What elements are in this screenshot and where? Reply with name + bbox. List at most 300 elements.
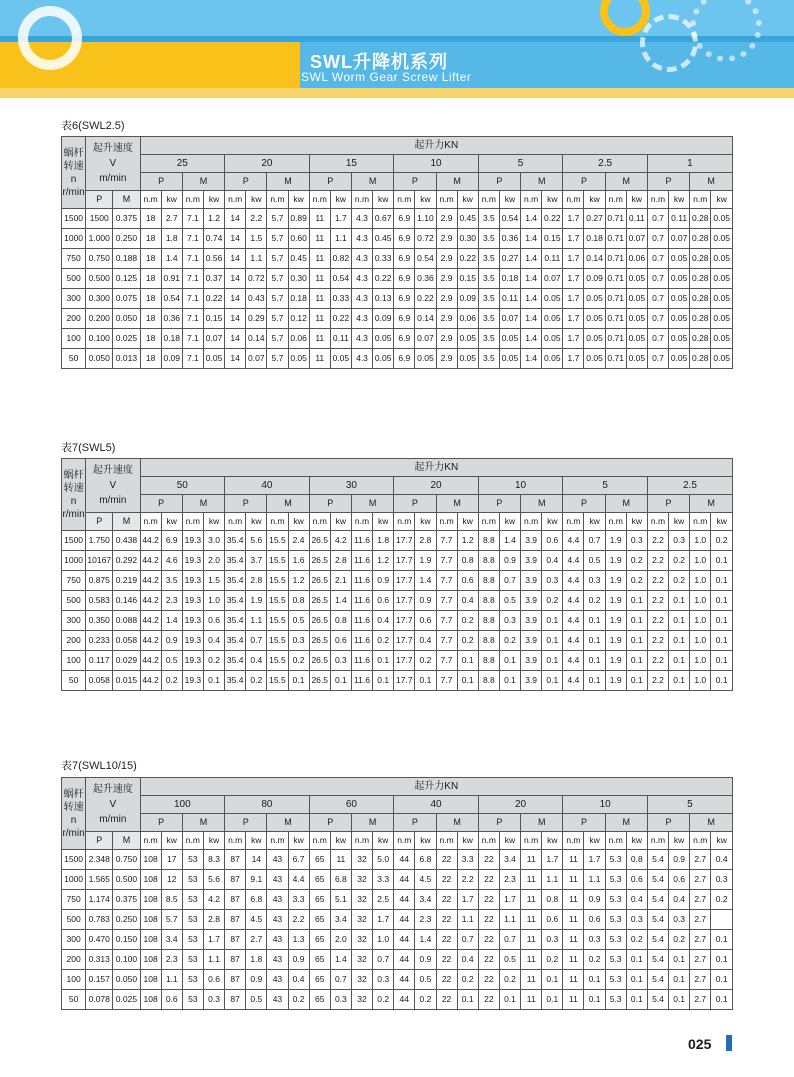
m-header: M	[521, 173, 563, 191]
p-speed-header: P	[86, 832, 113, 850]
table-cell: 1.9	[605, 551, 626, 571]
load-header: 100	[140, 796, 225, 814]
table-cell: 0.07	[246, 349, 267, 369]
m-header: M	[182, 173, 224, 191]
table-cell: 5.7	[267, 209, 288, 229]
table-cell: 0.05	[584, 289, 605, 309]
kw-unit: kw	[669, 191, 690, 209]
table-cell: 0.2	[288, 990, 309, 1010]
table-cell: 3.5	[478, 289, 499, 309]
table-cell: 3.4	[415, 890, 436, 910]
table-cell: 0.22	[415, 289, 436, 309]
table-cell: 11.6	[351, 631, 372, 651]
table-cell: 0.1	[584, 671, 605, 691]
table-cell: 43	[267, 950, 288, 970]
nm-unit: n.m	[394, 832, 415, 850]
table-cell: 2.7	[161, 209, 182, 229]
table-cell: 0.9	[373, 571, 394, 591]
table-cell: 3.5	[478, 209, 499, 229]
nm-unit: n.m	[521, 832, 542, 850]
load-header: 30	[309, 477, 394, 495]
rpm-cell: 750	[62, 890, 86, 910]
table-cell: 14	[225, 269, 246, 289]
table-cell: 2.7	[690, 970, 711, 990]
table-cell: 0.4	[669, 890, 690, 910]
table-cell: 0.05	[288, 349, 309, 369]
table-cell: 0.088	[113, 611, 140, 631]
table-cell: 0.71	[605, 289, 626, 309]
table-cell: 0.11	[330, 329, 351, 349]
table-cell: 1.7	[457, 890, 478, 910]
table-row	[62, 611, 733, 631]
table-cell: 2.7	[690, 930, 711, 950]
table-cell: 11	[563, 930, 584, 950]
table-cell: 0.28	[690, 249, 711, 269]
table-cell: 5.3	[605, 950, 626, 970]
table-cell: 0.71	[605, 329, 626, 349]
table-cell: 0.2	[626, 571, 647, 591]
rpm-cell: 500	[62, 269, 86, 289]
worm-label: 蜗杆	[63, 788, 84, 800]
table-cell: 11	[330, 850, 351, 870]
mmin-label: m/min	[99, 173, 127, 184]
table-cell: 0.71	[605, 209, 626, 229]
table-cell: 0.2	[457, 970, 478, 990]
table-cell: 0.33	[373, 249, 394, 269]
load-header: 5	[563, 477, 648, 495]
load-header: 20	[394, 477, 479, 495]
table-cell: 0.7	[647, 229, 668, 249]
lift-force-header: 起升力KN	[140, 459, 732, 477]
table-cell: 0.6	[330, 631, 351, 651]
table-cell: 1.1	[457, 910, 478, 930]
table-cell: 1.750	[86, 531, 113, 551]
table-cell: 0.5	[584, 551, 605, 571]
table-cell: 26.5	[309, 671, 330, 691]
table-cell: 0.3	[669, 531, 690, 551]
table-cell: 2.7	[690, 950, 711, 970]
table-cell: 0.3	[626, 910, 647, 930]
table-cell: 0.1	[542, 990, 563, 1010]
table-cell: 2.2	[647, 671, 668, 691]
table-cell: 0.1	[584, 970, 605, 990]
table-cell: 32	[351, 970, 372, 990]
nm-unit: n.m	[225, 513, 246, 531]
kw-unit: kw	[711, 832, 733, 850]
table-cell: 0.1	[669, 671, 690, 691]
table-cell: 43	[267, 990, 288, 1010]
table-cell: 0.5	[415, 970, 436, 990]
p-header: P	[563, 173, 605, 191]
table-cell: 1.7	[563, 209, 584, 229]
rpm-label: r/min	[62, 186, 85, 198]
table-cell: 0.1	[626, 611, 647, 631]
table-cell: 1.9	[605, 591, 626, 611]
table-cell: 1.0	[690, 631, 711, 651]
table-cell: 4.3	[351, 249, 372, 269]
kw-unit: kw	[457, 513, 478, 531]
table-cell: 0.4	[626, 890, 647, 910]
table-cell: 35.4	[225, 591, 246, 611]
table-cell: 19.3	[182, 651, 203, 671]
table-cell: 1.5	[246, 229, 267, 249]
table-cell: 0.4	[542, 551, 563, 571]
table-cell: 0.28	[690, 209, 711, 229]
table-cell: 0.146	[113, 591, 140, 611]
table-cell: 0.54	[161, 289, 182, 309]
table-cell: 6.9	[394, 349, 415, 369]
table-cell: 5.4	[647, 930, 668, 950]
kw-unit: kw	[203, 513, 224, 531]
table-cell: 0.783	[86, 910, 113, 930]
mmin-label: m/min	[99, 495, 127, 506]
table-cell: 7.7	[436, 571, 457, 591]
table-cell: 0.5	[288, 611, 309, 631]
table-cell: 14	[225, 249, 246, 269]
table-cell: 8.5	[161, 890, 182, 910]
table-cell: 0.750	[86, 249, 113, 269]
table-cell: 7.7	[436, 611, 457, 631]
table-cell: 11	[309, 309, 330, 329]
rpm-cell: 200	[62, 950, 86, 970]
table-cell: 1.3	[288, 930, 309, 950]
table-cell: 0.07	[542, 269, 563, 289]
p-header: P	[647, 814, 689, 832]
n-label: n	[70, 814, 77, 826]
table-cell: 0.5	[161, 651, 182, 671]
table-cell: 35.4	[225, 571, 246, 591]
p-header: P	[647, 173, 689, 191]
worm-label: 蜗杆	[63, 469, 84, 481]
table-cell: 11	[309, 229, 330, 249]
table-cell: 4.4	[563, 651, 584, 671]
rpm-header	[62, 137, 86, 209]
table-cell: 0.1	[711, 671, 733, 691]
p-header: P	[394, 495, 436, 513]
table-cell: 8.8	[478, 651, 499, 671]
table-cell: 0.6	[373, 591, 394, 611]
table-cell: 87	[225, 870, 246, 890]
table-cell: 0.11	[669, 209, 690, 229]
table-cell: 0.9	[584, 890, 605, 910]
table-cell: 0.025	[113, 329, 140, 349]
table-cell: 1.2	[373, 551, 394, 571]
table-row	[62, 349, 733, 369]
table-cell: 44.2	[140, 631, 161, 651]
nm-unit: n.m	[351, 832, 372, 850]
table-cell: 0.2	[584, 591, 605, 611]
table-cell: 0.3	[542, 930, 563, 950]
table-cell: 2.7	[690, 870, 711, 890]
table-cell: 1.9	[605, 611, 626, 631]
table-cell: 11	[563, 910, 584, 930]
table-cell: 53	[182, 890, 203, 910]
table-cell: 1.9	[605, 671, 626, 691]
table-cell: 53	[182, 990, 203, 1010]
table-cell: 2.9	[436, 329, 457, 349]
table-cell: 43	[267, 850, 288, 870]
table-row	[62, 229, 733, 249]
nm-unit: n.m	[647, 832, 668, 850]
nm-unit: n.m	[309, 513, 330, 531]
table-cell: 1.9	[415, 551, 436, 571]
table-cell: 65	[309, 950, 330, 970]
table-cell: 3.4	[499, 850, 520, 870]
table-cell: 0.12	[288, 309, 309, 329]
table-cell: 0.8	[457, 551, 478, 571]
table-cell: 0.05	[542, 349, 563, 369]
table-cell: 0.015	[113, 671, 140, 691]
table-cell: 3.9	[521, 531, 542, 551]
table-cell: 0.9	[415, 591, 436, 611]
kw-unit: kw	[626, 832, 647, 850]
table-cell: 5.0	[373, 850, 394, 870]
kw-unit: kw	[669, 513, 690, 531]
table-cell: 0.9	[161, 631, 182, 651]
rpm-cell: 500	[62, 910, 86, 930]
table-cell: 0.3	[584, 571, 605, 591]
table-cell: 11	[563, 870, 584, 890]
table-cell: 2.0	[330, 930, 351, 950]
table-cell: 22	[436, 910, 457, 930]
table-row	[62, 970, 733, 990]
nm-unit: n.m	[605, 191, 626, 209]
table-cell: 0.2	[499, 631, 520, 651]
rpm-header	[62, 778, 86, 850]
table-cell: 1.4	[330, 950, 351, 970]
table-cell: 0.1	[669, 990, 690, 1010]
table-cell: 0.7	[647, 349, 668, 369]
rpm-cell: 50	[62, 990, 86, 1010]
table-row	[62, 930, 733, 950]
table-cell: 5.3	[605, 990, 626, 1010]
nm-unit: n.m	[394, 513, 415, 531]
table-cell: 2.9	[436, 249, 457, 269]
table-cell: 14	[225, 309, 246, 329]
table-cell: 44.2	[140, 551, 161, 571]
table-cell: 35.4	[225, 631, 246, 651]
table-row	[62, 571, 733, 591]
table-cell: 1.10	[415, 209, 436, 229]
table-cell: 6.8	[415, 850, 436, 870]
table-cell: 0.05	[711, 249, 733, 269]
table-cell: 5.6	[246, 531, 267, 551]
table-cell: 17.7	[394, 571, 415, 591]
table-cell: 5.3	[605, 930, 626, 950]
speed-label: 转速	[63, 801, 84, 813]
table-cell: 0.54	[330, 269, 351, 289]
table-cell: 0.2	[542, 591, 563, 611]
table-cell: 108	[140, 950, 161, 970]
lift-speed-label: 起升速度	[92, 465, 133, 476]
table-cell: 1.7	[563, 309, 584, 329]
table-cell: 53	[182, 970, 203, 990]
table-cell: 15.5	[267, 651, 288, 671]
nm-unit: n.m	[647, 191, 668, 209]
table-cell: 9.1	[246, 870, 267, 890]
table-cell: 0.6	[584, 910, 605, 930]
table-cell: 3.9	[521, 611, 542, 631]
table-cell: 26.5	[309, 611, 330, 631]
table-cell: 44	[394, 970, 415, 990]
table-cell: 1.8	[373, 531, 394, 551]
load-header: 50	[140, 477, 225, 495]
table-cell: 22	[478, 890, 499, 910]
table-cell: 0.82	[330, 249, 351, 269]
nm-unit: n.m	[309, 191, 330, 209]
table-cell: 8.8	[478, 611, 499, 631]
table-cell: 1.5	[203, 571, 224, 591]
table-cell: 26.5	[309, 651, 330, 671]
kw-unit: kw	[373, 513, 394, 531]
table-row	[62, 309, 733, 329]
table-cell: 2.3	[161, 950, 182, 970]
table-cell: 0.7	[499, 930, 520, 950]
table-cell: 0.375	[113, 890, 140, 910]
rpm-header	[62, 459, 86, 531]
table-cell: 0.1	[499, 651, 520, 671]
table-cell: 0.22	[330, 309, 351, 329]
v-label: V	[109, 480, 117, 491]
table-cell: 2.3	[161, 591, 182, 611]
rpm-cell: 100	[62, 970, 86, 990]
table-cell: 26.5	[309, 551, 330, 571]
p-header: P	[478, 814, 520, 832]
table-cell: 0.100	[113, 950, 140, 970]
table-cell: 2.7	[690, 990, 711, 1010]
table-cell: 22	[436, 870, 457, 890]
nm-unit: n.m	[521, 513, 542, 531]
kw-unit: kw	[542, 191, 563, 209]
kw-unit: kw	[246, 191, 267, 209]
table-cell: 17.7	[394, 611, 415, 631]
table-cell: 11	[563, 890, 584, 910]
table-cell: 0.30	[288, 269, 309, 289]
table-cell: 4.3	[351, 229, 372, 249]
table-cell: 1.1	[203, 950, 224, 970]
table-cell: 2.7	[690, 850, 711, 870]
kw-unit: kw	[499, 191, 520, 209]
table-cell: 11.6	[351, 531, 372, 551]
table-cell: 0.05	[626, 309, 647, 329]
load-header: 80	[225, 796, 310, 814]
table-cell: 0.09	[584, 269, 605, 289]
table-cell: 0.71	[605, 249, 626, 269]
table-cell: 108	[140, 910, 161, 930]
table-cell: 8.8	[478, 571, 499, 591]
table-cell: 0.05	[669, 329, 690, 349]
table-cell: 0.438	[113, 531, 140, 551]
table-cell: 0.71	[605, 229, 626, 249]
table-cell: 0.1	[711, 571, 733, 591]
table-cell: 0.05	[711, 289, 733, 309]
table-cell: 0.1	[711, 930, 733, 950]
table-cell: 7.1	[182, 269, 203, 289]
table-cell: 0.200	[86, 309, 113, 329]
table-cell: 4.4	[563, 531, 584, 551]
nm-unit: n.m	[182, 191, 203, 209]
kw-unit: kw	[288, 832, 309, 850]
table-cell: 0.36	[499, 229, 520, 249]
table-cell: 11	[521, 990, 542, 1010]
table-cell: 65	[309, 870, 330, 890]
kw-unit: kw	[499, 513, 520, 531]
table-cell: 0.05	[373, 329, 394, 349]
lift-force-header: 起升力KN	[140, 137, 732, 155]
nm-unit: n.m	[140, 191, 161, 209]
table-cell: 6.9	[394, 289, 415, 309]
table-cell: 2.9	[436, 309, 457, 329]
table-cell: 2.5	[373, 890, 394, 910]
table-cell: 0.18	[499, 269, 520, 289]
table-cell: 26.5	[309, 531, 330, 551]
table-cell: 5.3	[605, 910, 626, 930]
table-cell: 3.4	[330, 910, 351, 930]
table-cell: 5.4	[647, 890, 668, 910]
p-header: P	[563, 814, 605, 832]
table-cell: 1.0	[373, 930, 394, 950]
table-cell: 0.2	[584, 950, 605, 970]
kw-unit: kw	[584, 513, 605, 531]
table-cell: 5.4	[647, 990, 668, 1010]
table-cell: 11.6	[351, 611, 372, 631]
header-title: SWL升降机系列	[310, 52, 448, 72]
p-header: P	[309, 814, 351, 832]
m-speed-header: M	[113, 513, 140, 531]
table-cell: 0.1	[669, 950, 690, 970]
nm-unit: n.m	[394, 191, 415, 209]
table-cell: 1.4	[521, 249, 542, 269]
table-cell: 18	[140, 249, 161, 269]
page-header	[0, 0, 794, 98]
table-cell: 0.3	[330, 990, 351, 1010]
table-cell: 0.43	[246, 289, 267, 309]
table-cell: 0.4	[203, 631, 224, 651]
table-cell: 0.157	[86, 970, 113, 990]
table-cell: 2.4	[288, 531, 309, 551]
table-cell: 6.7	[288, 850, 309, 870]
table-cell: 0.350	[86, 611, 113, 631]
table-cell: 0.1	[457, 651, 478, 671]
table-cell: 32	[351, 990, 372, 1010]
nm-unit: n.m	[478, 513, 499, 531]
nm-unit: n.m	[690, 191, 711, 209]
p-header: P	[478, 173, 520, 191]
table-cell: 0.1	[542, 631, 563, 651]
nm-unit: n.m	[267, 832, 288, 850]
table-cell: 0.05	[669, 269, 690, 289]
table-cell: 0.4	[457, 591, 478, 611]
table-cell: 0.54	[415, 249, 436, 269]
kw-unit: kw	[330, 832, 351, 850]
load-header: 5	[647, 796, 732, 814]
nm-unit: n.m	[563, 832, 584, 850]
table-cell: 0.05	[457, 349, 478, 369]
table-cell: 0.37	[203, 269, 224, 289]
table-row	[62, 249, 733, 269]
table-cell: 0.1	[584, 611, 605, 631]
table-cell: 44	[394, 870, 415, 890]
table-cell: 15.5	[267, 671, 288, 691]
table-cell: 0.050	[113, 309, 140, 329]
table-cell: 0.45	[373, 229, 394, 249]
nm-unit: n.m	[563, 191, 584, 209]
rpm-cell: 100	[62, 651, 86, 671]
load-header: 2.5	[647, 477, 732, 495]
table-cell: 0.7	[647, 289, 668, 309]
table-cell: 0.8	[330, 611, 351, 631]
table-cell: 108	[140, 890, 161, 910]
